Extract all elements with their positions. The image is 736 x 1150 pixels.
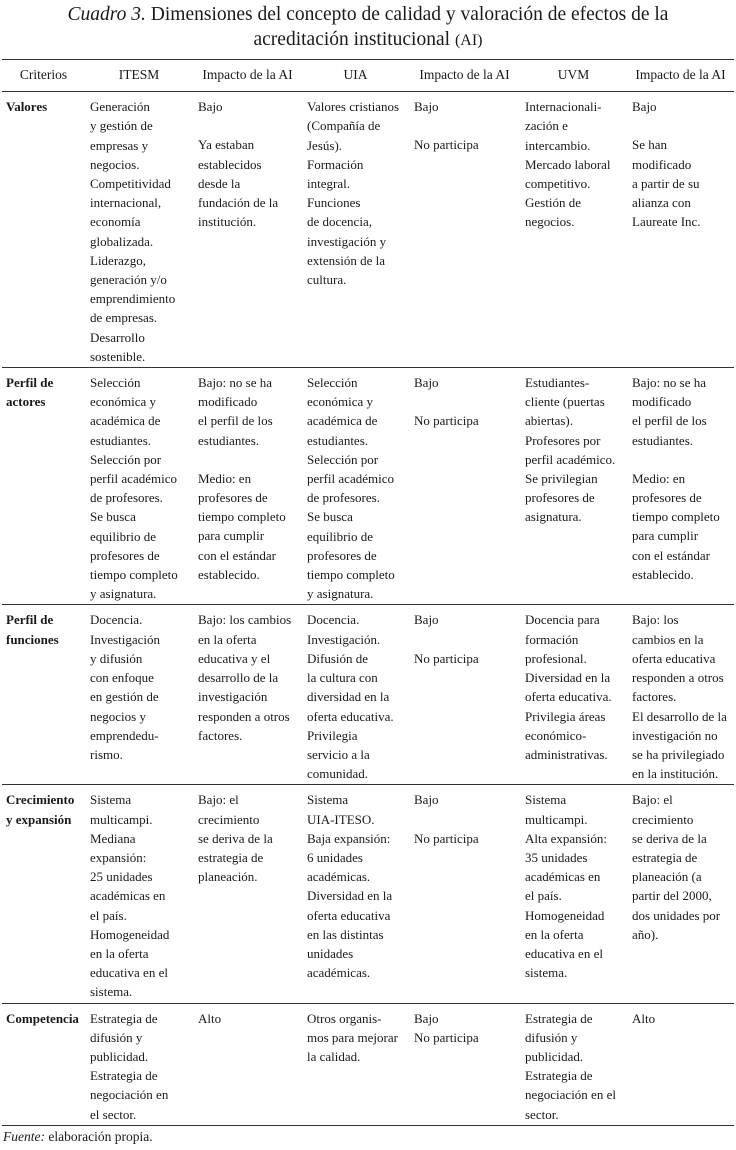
column-header: ITESM [85,60,193,92]
cell-text-line: en gestión de [90,689,159,705]
cell-text-line: globalizada. [90,233,154,249]
cell-text-line: con el estándar [198,547,276,563]
criterion-cell [2,1003,85,1125]
cell-text-line: zación e [525,118,568,134]
cell-text-line: investigación no [632,727,718,743]
cell-text-line: Se privilegian [525,471,598,487]
cell-text-line: profesores de [307,547,377,563]
cell-text-line: Alto [632,1010,656,1026]
cell-text-line: publicidad. [525,1048,584,1064]
table-cell [627,605,734,785]
blank-line [198,116,299,135]
cell-text-line: Se busca [307,509,353,525]
cell-text-line: Perfil de [6,612,54,628]
cell-text-line: negocios. [525,214,575,230]
cell-text-line: investigación y [307,233,387,249]
cell-text-line: Diversidad en la [525,670,611,686]
cell-text-line: negocios y [90,708,146,724]
blank-line [632,116,731,135]
cell-text-line: Bajo [414,375,439,391]
cell-text-line: servicio a la [307,746,370,762]
cell-text-line: estudiantes. [632,432,694,448]
cell-text-line: en las distintas [307,926,384,942]
cell-text-line: estudiantes. [307,432,369,448]
cell-text-line: Selección por [90,451,162,467]
cell-text-line: crecimiento [198,811,260,827]
criterion-cell [2,92,85,368]
cell-text-line: abiertas). [525,413,574,429]
cell-text-line: Medio: en [632,470,686,486]
cell-text-line: negociación en [90,1087,169,1103]
cell-text-line: factores. [198,727,243,743]
cell-text-line: Bajo: los cambios [198,612,292,628]
cell-text-line: académicas en [525,869,601,885]
table-caption [0,2,736,53]
cell-text-line: generación y/o [90,272,167,288]
cell-text-line: Sistema [90,792,132,808]
cell-text-line: Bajo: el [632,792,673,808]
cell-text-line: y asignatura. [90,586,157,602]
cell-text-line: cambios en la [632,631,704,647]
table-cell [627,368,734,605]
cell-text-line: Homogeneidad [90,926,170,942]
cell-text-line: Bajo: el [198,792,239,808]
cell-text-line: Bajo [632,99,657,115]
cell-text-line: de profesores. [90,490,163,506]
cell-text-line: Baja expansión: [307,830,391,846]
cell-text-line: oferta educativa [307,907,391,923]
cell-text-line: el país. [90,907,127,923]
cell-text-line: Privilegia [307,727,358,743]
cell-text-line: Difusión de [307,650,369,666]
blank-line [198,450,299,469]
cell-text-line: sector. [525,1106,559,1122]
cell-text-line: estudiantes. [90,432,152,448]
cell-text-line: partir del 2000, [632,888,712,904]
blank-line [414,810,517,829]
cell-text-line: factores. [632,689,677,705]
cell-text-line: Bajo: no se ha [198,375,273,391]
cell-text-line: establecidos [198,156,262,172]
cell-text-line: Mercado laboral [525,156,611,172]
cell-text-line: intercambio. [525,137,591,153]
cell-text-line: Investigación [90,631,161,647]
column-header: Criterios [2,60,85,92]
cell-text-line: internacional, [90,195,162,211]
cell-text-line: El desarrollo de la [632,708,727,724]
cell-text-line: se deriva de la [632,830,707,846]
cell-text-line: comunidad. [307,766,369,782]
table-cell [85,92,193,368]
source-label: Fuente: [3,1129,45,1144]
cell-text-line: expansión: [90,849,147,865]
cell-text-line: educativa en el [90,965,168,981]
cell-text-line: el país. [525,888,562,904]
cell-text-line: Docencia para [525,612,600,628]
cell-text-line: cultura. [307,272,347,288]
cell-text-line: tiempo completo [307,567,395,583]
cell-text-line: fundación de la [198,195,279,211]
cell-text-line: Se busca [90,509,136,525]
cell-text-line: emprendimiento [90,291,176,307]
cell-text-line: equilibrio de [90,528,157,544]
cell-text-line: modificado [198,394,258,410]
cell-text-line: establecido. [198,566,260,582]
cell-text-line: Valores [6,99,48,115]
cell-text-line: rismo. [90,746,123,762]
caption-title-line-1: Dimensiones del concepto de calidad y valoración de efectos de la [150,4,669,25]
table-cell [302,92,409,368]
table-cell [85,785,193,1003]
cell-text-line: establecido. [632,566,694,582]
cell-text-line: funciones [6,631,59,647]
cell-text-line: perfil académico. [525,451,616,467]
table-cell [302,785,409,1003]
caption-line-1 [0,2,736,27]
table-cell [409,1003,520,1125]
table-header-row [2,60,734,92]
cell-text-line: mos para mejorar [307,1029,398,1045]
cell-text-line: Estrategia de [90,1068,158,1084]
cell-text-line: Medio: en [198,470,252,486]
cell-text-line: académicas. [307,965,371,981]
cell-text-line: Sistema [525,792,567,808]
cell-text-line: Formación [307,156,364,172]
caption-title-line-2: acreditación institucional [253,29,451,50]
table-cell [193,1003,302,1125]
cell-text-line: planeación (a [632,869,702,885]
cell-text-line: Crecimiento [6,792,75,808]
cell-text-line: el perfil de los [632,413,707,429]
table-row [2,92,734,368]
cell-text-line: Internacionali- [525,99,602,115]
cell-text-line: economía [90,214,141,230]
cell-text-line: Estrategia de [525,1068,593,1084]
table-body [2,92,734,1126]
cell-text-line: estrategia de [198,849,264,865]
cell-text-line: formación [525,631,579,647]
cell-text-line: sistema. [525,965,568,981]
cell-text-line: educativa en el [525,945,603,961]
table-cell [193,368,302,605]
table-cell [627,1003,734,1125]
cell-text-line: económica y [90,394,157,410]
blank-line [632,450,731,469]
cell-text-line: se ha privilegiado [632,746,725,762]
cell-text-line: unidades [307,945,354,961]
cell-text-line: Selección [90,375,141,391]
source-note [3,1129,153,1145]
cell-text-line: integral. [307,176,350,192]
table-cell [85,605,193,785]
cell-text-line: la cultura con [307,670,378,686]
cell-text-line: sistema. [90,984,133,1000]
table-cell [302,368,409,605]
cell-text-line: y expansión [6,811,72,827]
cell-text-line: No participa [414,830,479,846]
cell-text-line: Estrategia de [90,1010,158,1026]
cell-text-line: la calidad. [307,1048,361,1064]
column-header: Impacto de la AI [627,60,734,92]
cell-text-line: Bajo [414,792,439,808]
cell-text-line: tiempo completo [198,509,286,525]
caption-abbr: (AI) [454,32,483,49]
quality-dimensions-table [2,59,734,1126]
cell-text-line: Selección [307,375,358,391]
cell-text-line: académica de [307,413,378,429]
cell-text-line: tiempo completo [632,509,720,525]
cell-text-line: multicampi. [90,811,153,827]
cell-text-line: Investigación. [307,631,381,647]
cell-text-line: se deriva de la [198,830,273,846]
cell-text-line: Bajo [414,612,439,628]
cell-text-line: académica de [90,413,161,429]
criterion-cell [2,605,85,785]
cell-text-line: cliente (puertas [525,394,605,410]
table-cell [193,785,302,1003]
table-cell [520,92,627,368]
cell-text-line: para cumplir [632,528,699,544]
cell-text-line: Bajo [198,99,223,115]
cell-text-line: oferta educativa. [525,689,612,705]
cell-text-line: empresas y [90,137,149,153]
cell-text-line: extensión de la [307,252,385,268]
cell-text-line: a partir de su [632,175,700,191]
cell-text-line: con enfoque [90,670,154,686]
cell-text-line: negociación en el [525,1087,616,1103]
cell-text-line: Sistema [307,792,349,808]
table-cell [520,1003,627,1125]
cell-text-line: 6 unidades [307,849,363,865]
table-cell [85,1003,193,1125]
cell-text-line: No participa [414,650,479,666]
column-header: UVM [520,60,627,92]
cell-text-line: año). [632,926,659,942]
cell-text-line: para cumplir [198,528,265,544]
cell-text-line: diversidad en la [307,689,390,705]
cell-text-line: académicas. [307,869,371,885]
cell-text-line: en la institución. [632,766,719,782]
cell-text-line: Estrategia de [525,1010,593,1026]
cell-text-line: administrativas. [525,746,608,762]
cell-text-line: perfil académico [307,471,394,487]
cell-text-line: Se han [632,137,668,153]
table-row [2,785,734,1003]
cell-text-line: negocios. [90,156,140,172]
cell-text-line: tiempo completo [90,567,178,583]
cell-text-line: Laureate Inc. [632,214,701,230]
cell-text-line: Competencia [6,1010,79,1026]
cell-text-line: responden a otros [632,670,724,686]
cell-text-line: y difusión [90,650,143,666]
table-cell [520,605,627,785]
cell-text-line: estudiantes. [198,432,260,448]
cell-text-line: Mediana [90,830,136,846]
cell-text-line: Generación [90,99,150,115]
cell-text-line: Perfil de [6,375,54,391]
cell-text-line: investigación [198,689,268,705]
cell-text-line: institución. [198,214,257,230]
table-row [2,1003,734,1125]
cell-text-line: económica y [307,394,374,410]
cell-text-line: multicampi. [525,811,588,827]
cell-text-line: Profesores por [525,432,601,448]
cell-text-line: oferta educativa [632,650,716,666]
cell-text-line: alianza con [632,195,691,211]
cell-text-line: UIA-ITESO. [307,811,375,827]
cell-text-line: Otros organis- [307,1010,382,1026]
table-row [2,605,734,785]
cell-text-line: Liderazgo, [90,252,146,268]
cell-text-line: (Compañía de [307,118,381,134]
cell-text-line: competitivo. [525,176,591,192]
column-header: Impacto de la AI [193,60,302,92]
caption-line-2 [0,27,736,53]
cell-text-line: Ya estaban [198,137,255,153]
cell-text-line: Bajo: no se ha [632,375,707,391]
cell-text-line: asignatura. [525,509,582,525]
cell-text-line: profesores de [198,490,268,506]
column-header: Impacto de la AI [409,60,520,92]
cell-text-line: profesional. [525,650,587,666]
table-cell [302,605,409,785]
table-cell [302,1003,409,1125]
source-text: elaboración propia. [48,1129,153,1144]
cell-text-line: modificado [632,394,692,410]
cell-text-line: equilibrio de [307,528,374,544]
cell-text-line: desde la [198,175,241,191]
cell-text-line: Selección por [307,451,379,467]
cell-text-line: de empresas. [90,310,158,326]
blank-line [414,630,517,649]
cell-text-line: estrategia de [632,849,698,865]
cell-text-line: Desarrollo [90,329,145,345]
blank-line [414,116,517,135]
cell-text-line: crecimiento [632,811,694,827]
cell-text-line: emprendedu- [90,727,159,743]
caption-label: Cuadro 3. [67,4,146,25]
cell-text-line: Diversidad en la [307,888,393,904]
cell-text-line: 25 unidades [90,869,153,885]
cell-text-line: profesores de [90,547,160,563]
cell-text-line: Alta expansión: [525,830,607,846]
cell-text-line: difusión y [90,1029,143,1045]
cell-text-line: educativa y el [198,650,271,666]
cell-text-line: en la oferta [90,945,149,961]
cell-text-line: en la oferta [525,926,584,942]
cell-text-line: y gestión de [90,118,153,134]
table-cell [409,785,520,1003]
table-cell [85,368,193,605]
cell-text-line: el sector. [90,1106,137,1122]
cell-text-line: y asignatura. [307,586,374,602]
cell-text-line: actores [6,394,46,410]
criterion-cell [2,368,85,605]
cell-text-line: Docencia. [90,612,143,628]
table-cell [520,368,627,605]
cell-text-line: Valores cristianos [307,99,400,115]
cell-text-line: Docencia. [307,612,360,628]
criterion-cell [2,785,85,1003]
cell-text-line: Bajo: los [632,612,679,628]
cell-text-line: planeación. [198,869,258,885]
cell-text-line: 35 unidades [525,849,588,865]
cell-text-line: desarrollo de la [198,670,279,686]
cell-text-line: Competitividad [90,176,171,192]
cell-text-line: Jesús). [307,137,343,153]
cell-text-line: profesores de [632,490,702,506]
cell-text-line: dos unidades por [632,907,721,923]
cell-text-line: perfil académico [90,471,177,487]
cell-text-line: responden a otros [198,708,290,724]
table-cell [520,785,627,1003]
blank-line [414,392,517,411]
table-cell [193,92,302,368]
cell-text-line: No participa [414,413,479,429]
cell-text-line: Alto [198,1010,222,1026]
cell-text-line: Funciones [307,195,361,211]
cell-text-line: publicidad. [90,1048,149,1064]
cell-text-line: Bajo [414,99,439,115]
cell-text-line: sostenible. [90,348,146,364]
cell-text-line: oferta educativa. [307,708,394,724]
cell-text-line: difusión y [525,1029,578,1045]
cell-text-line: modificado [632,156,692,172]
column-header: UIA [302,60,409,92]
cell-text-line: Bajo [414,1010,439,1026]
cell-text-line: económico- [525,727,587,743]
cell-text-line: Gestión de [525,195,581,211]
cell-text-line: profesores de [525,490,595,506]
table-cell [627,785,734,1003]
table-cell [409,92,520,368]
cell-text-line: con el estándar [632,547,710,563]
table-cell [193,605,302,785]
cell-text-line: de profesores. [307,490,380,506]
table-cell [409,368,520,605]
table-row [2,368,734,605]
cell-text-line: académicas en [90,888,166,904]
table-cell [627,92,734,368]
cell-text-line: en la oferta [198,631,257,647]
cell-text-line: el perfil de los [198,413,273,429]
cell-text-line: Homogeneidad [525,907,605,923]
cell-text-line: Estudiantes- [525,375,590,391]
table-cell [409,605,520,785]
cell-text-line: Privilegia áreas [525,708,606,724]
cell-text-line: No participa [414,137,479,153]
cell-text-line: No participa [414,1029,479,1045]
cell-text-line: de docencia, [307,214,372,230]
